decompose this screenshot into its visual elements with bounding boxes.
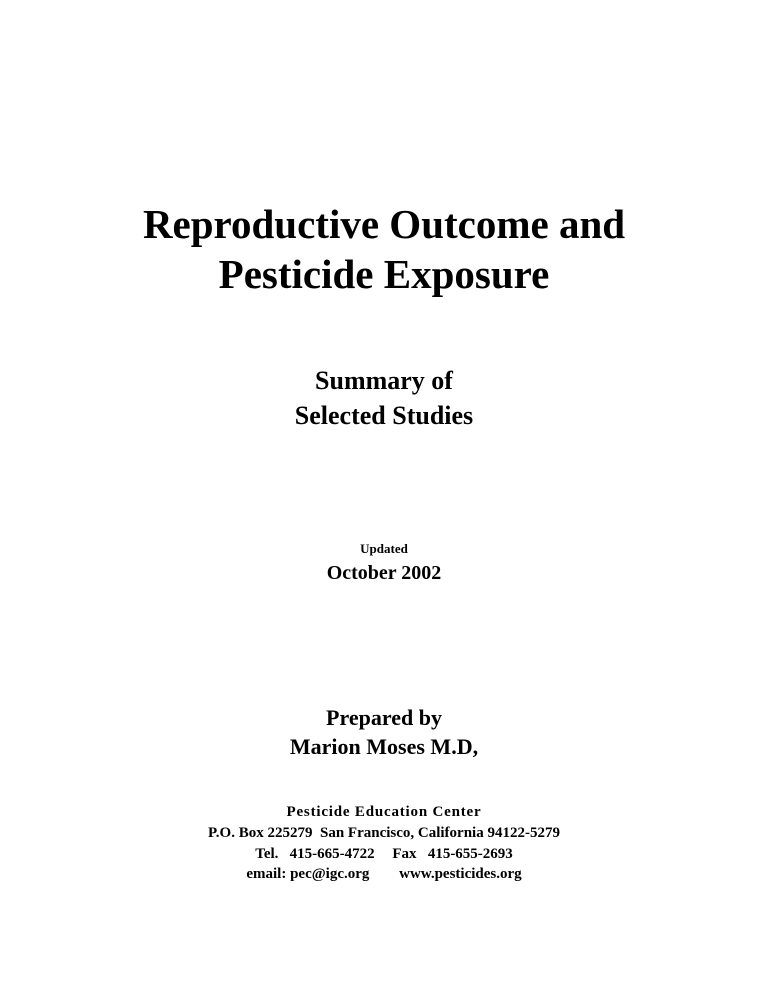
- subtitle-line-2: Selected Studies: [294, 401, 474, 430]
- prepared-by-label: Prepared by: [326, 705, 442, 730]
- email-web-line: [0, 864, 768, 884]
- fax-label: Fax: [392, 846, 417, 862]
- document-title-line-1: Reproductive Outcome and: [142, 201, 626, 247]
- organization-name: Pesticide Education Center: [286, 804, 482, 820]
- document-title-line-2: Pesticide Exposure: [218, 251, 550, 297]
- author-name: Marion Moses M.D,: [289, 734, 479, 759]
- email-label: email:: [246, 866, 287, 882]
- tel-label: Tel.: [255, 846, 279, 862]
- email-link[interactable]: pec@igc.org: [290, 866, 370, 882]
- tel-number: 415-665-4722: [289, 846, 375, 862]
- subtitle-line-1: Summary of: [315, 366, 453, 395]
- fax-number: 415-655-2693: [427, 846, 513, 862]
- website-link[interactable]: www.pesticides.org: [399, 866, 522, 882]
- update-date: October 2002: [326, 562, 442, 584]
- phone-fax-line: [0, 844, 768, 864]
- updated-label: Updated: [360, 541, 408, 556]
- organization-address: P.O. Box 225279 San Francisco, California 94122-5279: [208, 825, 560, 841]
